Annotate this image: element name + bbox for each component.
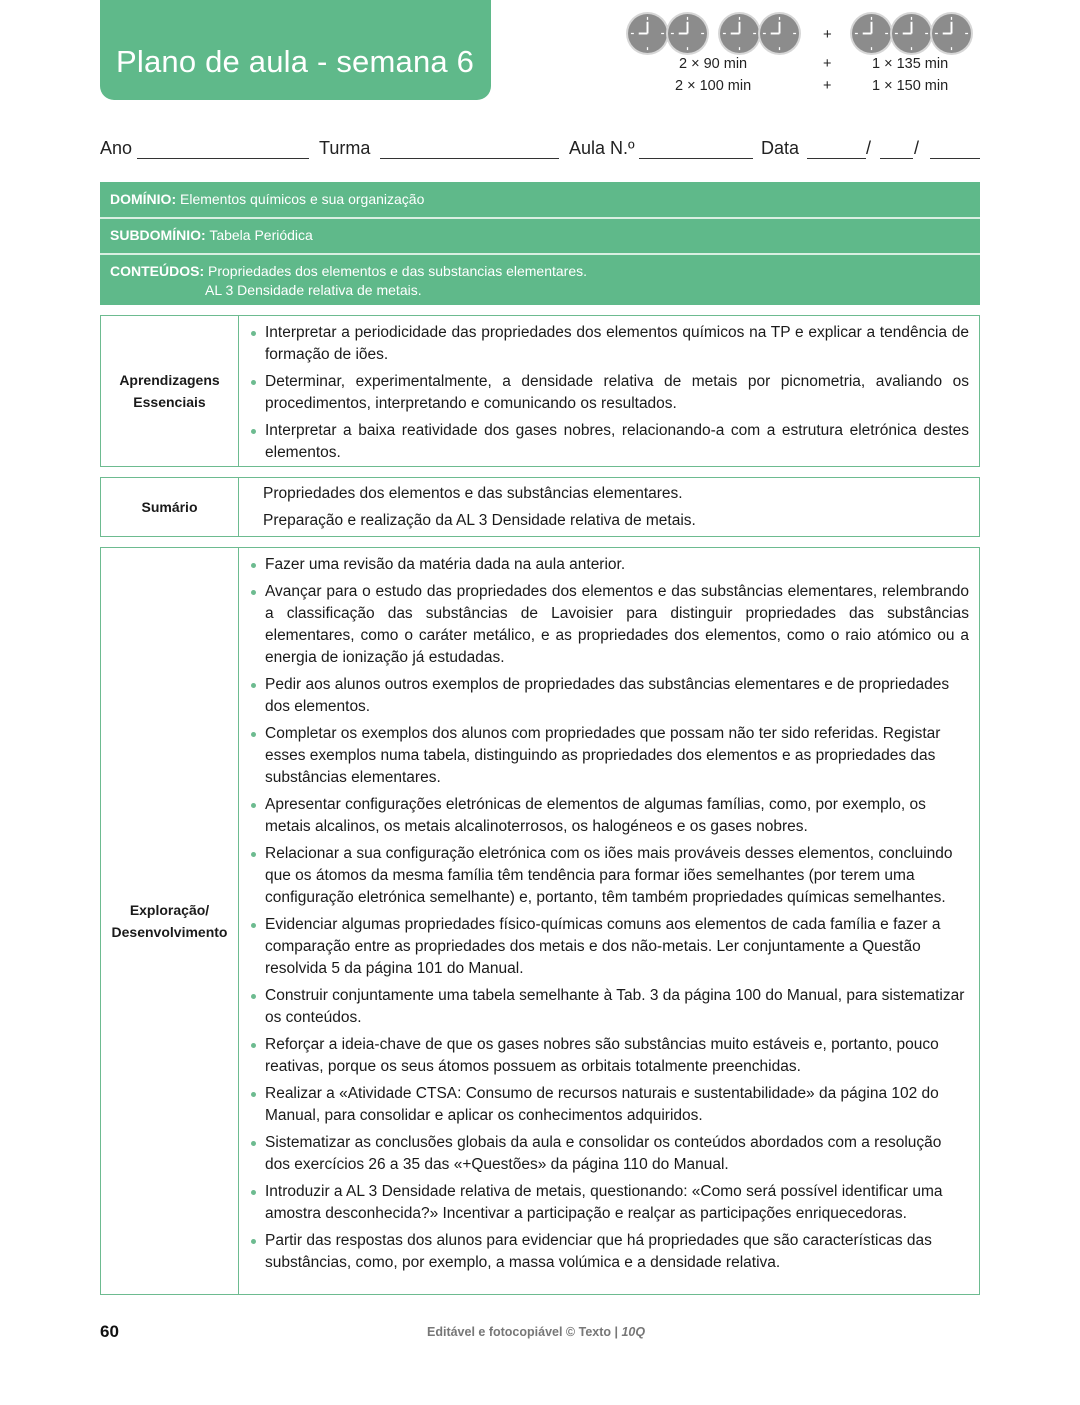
exploracao-table <box>100 547 980 1295</box>
exploracao-label <box>101 548 239 1294</box>
date-month-field[interactable] <box>880 158 913 159</box>
duration-option-left: 2 × 100 min <box>675 78 752 94</box>
clock-icon <box>892 14 931 53</box>
aprendizagens-label <box>101 316 239 466</box>
aula-number-field[interactable] <box>639 158 753 159</box>
label-line: Essenciais <box>133 394 206 410</box>
divider <box>100 217 980 219</box>
list-item: Determinar, experimentalmente, a densidade relativa de metais por picnometria, avaliando os procedimentos, interpretando e comunicando os resultados. <box>251 371 969 415</box>
sumario-lines <box>251 483 969 532</box>
turma-label: Turma <box>319 138 371 158</box>
footer-text: Editável e fotocopiável © Texto | <box>427 1325 622 1339</box>
dominio-row <box>100 191 980 207</box>
plus-sign: + <box>823 26 832 43</box>
clock-icon <box>760 14 799 53</box>
aula-label: Aula N.º <box>569 138 635 158</box>
sumario-line: Propriedades dos elementos e das substâncias elementares. <box>263 485 683 502</box>
list-item: Completar os exemplos dos alunos com propriedades que possam não ter sido referidas. Registar esses exemplos numa tabela, distinguindo as propriedades dos elementos e as propriedades das substâncias elementares. <box>251 723 969 789</box>
list-item: Partir das respostas dos alunos para evidenciar que há propriedades que são características das substâncias, como, por exemplo, a massa volúmica e a densidade relativa. <box>251 1230 969 1274</box>
list-item: Apresentar configurações eletrónicas de elementos de algumas famílias, como, por exemplo, os metais alcalinos, os metais alcalinoterrosos, os halogéneos e os gases nobres. <box>251 794 969 838</box>
plus-sign: + <box>823 56 832 72</box>
list-item: Fazer uma revisão da matéria dada na aula anterior. <box>251 554 969 576</box>
plus-sign: + <box>823 78 832 94</box>
date-separator: / <box>914 138 920 158</box>
list-item: Relacionar a sua configuração eletrónica com os iões mais prováveis desses elementos, concluindo que os átomos da mesma família têm tendência para formar iões semelhantes (por terem uma configuração eletrónica semelhante) e, portanto, têm também propriedades químicas semelhantes. <box>251 843 969 909</box>
ano-field[interactable] <box>137 158 309 159</box>
aprendizagens-list <box>251 322 969 464</box>
label-line: Desenvolvimento <box>111 924 228 940</box>
conteudos-row <box>100 263 980 279</box>
dominio-label: DOMÍNIO: <box>110 191 177 207</box>
clock-icon <box>932 14 971 53</box>
duration-option-left: 2 × 90 min <box>679 56 748 72</box>
ano-label: Ano <box>100 138 133 158</box>
sumario-label: Sumário <box>101 478 239 536</box>
list-item: Realizar a «Atividade CTSA: Consumo de recursos naturais e sustentabilidade» da página 102 do Manual, para consolidar e aplicar os conhecimentos adquiridos. <box>251 1083 969 1127</box>
sumario-table <box>100 477 980 537</box>
list-item: Avançar para o estudo das propriedades dos elementos e das substâncias elementares, relembrando a classificação das substâncias de Lavoisier para distinguir propriedades das substâncias elementares, como o caráter metálico, e as propriedades dos elementos, como o raio atómico ou a energia de ionização já estudadas. <box>251 581 969 669</box>
list-item: Sistematizar as conclusões globais da aula e consolidar os conteúdos abordados com a resolução dos exercícios 26 a 35 das «+Questões» da página 110 do Manual. <box>251 1132 969 1176</box>
subdominio-value: Tabela Periódica <box>209 227 313 243</box>
turma-field[interactable] <box>380 158 559 159</box>
exploracao-list <box>251 554 969 1274</box>
duration-option-right: 1 × 135 min <box>872 56 949 72</box>
conteudos-line: AL 3 Densidade relativa de metais. <box>205 282 422 298</box>
label-line: Aprendizagens <box>119 372 220 388</box>
clock-icon <box>852 14 891 53</box>
page-title: Plano de aula - semana 6 <box>116 44 475 79</box>
data-label: Data <box>761 138 800 158</box>
date-year-field[interactable] <box>930 158 980 159</box>
duration-option-right: 1 × 150 min <box>872 78 949 94</box>
lesson-form-line <box>100 138 980 164</box>
aprendizagens-table <box>100 315 980 467</box>
label-line: Exploração/ <box>129 902 210 918</box>
date-separator: / <box>866 138 872 158</box>
list-item: Evidenciar algumas propriedades físico-químicas comuns aos elementos de cada família e fazer a comparação entre as propriedades dos metais e dos não-metais. Ler conjuntamente a Questão resolvida 5 da página 101 do Manual. <box>251 914 969 980</box>
conteudos-row-2 <box>100 282 980 298</box>
conteudos-label: CONTEÚDOS: <box>110 263 205 279</box>
clock-icon <box>720 14 759 53</box>
list-item: Introduzir a AL 3 Densidade relativa de metais, questionando: «Como será possível identificar uma amostra desconhecida?» Incentivar a participação e realçar as participações enriquecedoras. <box>251 1181 969 1225</box>
list-item: Reforçar a ideia-chave de que os gases nobres são substâncias muito estáveis e, portanto, pouco reativas, porque os seus átomos possuem as orbitais totalmente preenchidas. <box>251 1034 969 1078</box>
clock-icon <box>668 14 707 53</box>
sumario-line: Preparação e realização da AL 3 Densidade relativa de metais. <box>263 512 696 529</box>
domain-summary-box <box>100 182 980 305</box>
subdominio-label: SUBDOMÍNIO: <box>110 227 206 243</box>
list-item: Construir conjuntamente uma tabela semelhante à Tab. 3 da página 100 do Manual, para sistematizar os conteúdos. <box>251 985 969 1029</box>
list-item: Interpretar a periodicidade das propriedades dos elementos químicos na TP e explicar a tendência de formação de iões. <box>251 322 969 366</box>
footer-copyright <box>427 1325 645 1339</box>
dominio-value: Elementos químicos e sua organização <box>180 191 425 207</box>
time-options <box>0 14 1080 54</box>
clock-icon <box>628 14 667 53</box>
divider <box>100 253 980 255</box>
list-item: Interpretar a baixa reatividade dos gases nobres, relacionando-a com a estrutura eletrónica destes elementos. <box>251 420 969 464</box>
subdominio-row <box>100 227 980 243</box>
page-number: 60 <box>100 1322 119 1341</box>
date-day-field[interactable] <box>807 158 866 159</box>
footer-book: 10Q <box>621 1325 646 1339</box>
conteudos-line: Propriedades dos elementos e das substancias elementares. <box>208 263 588 279</box>
list-item: Pedir aos alunos outros exemplos de propriedades das substâncias elementares e de propriedades dos elementos. <box>251 674 969 718</box>
